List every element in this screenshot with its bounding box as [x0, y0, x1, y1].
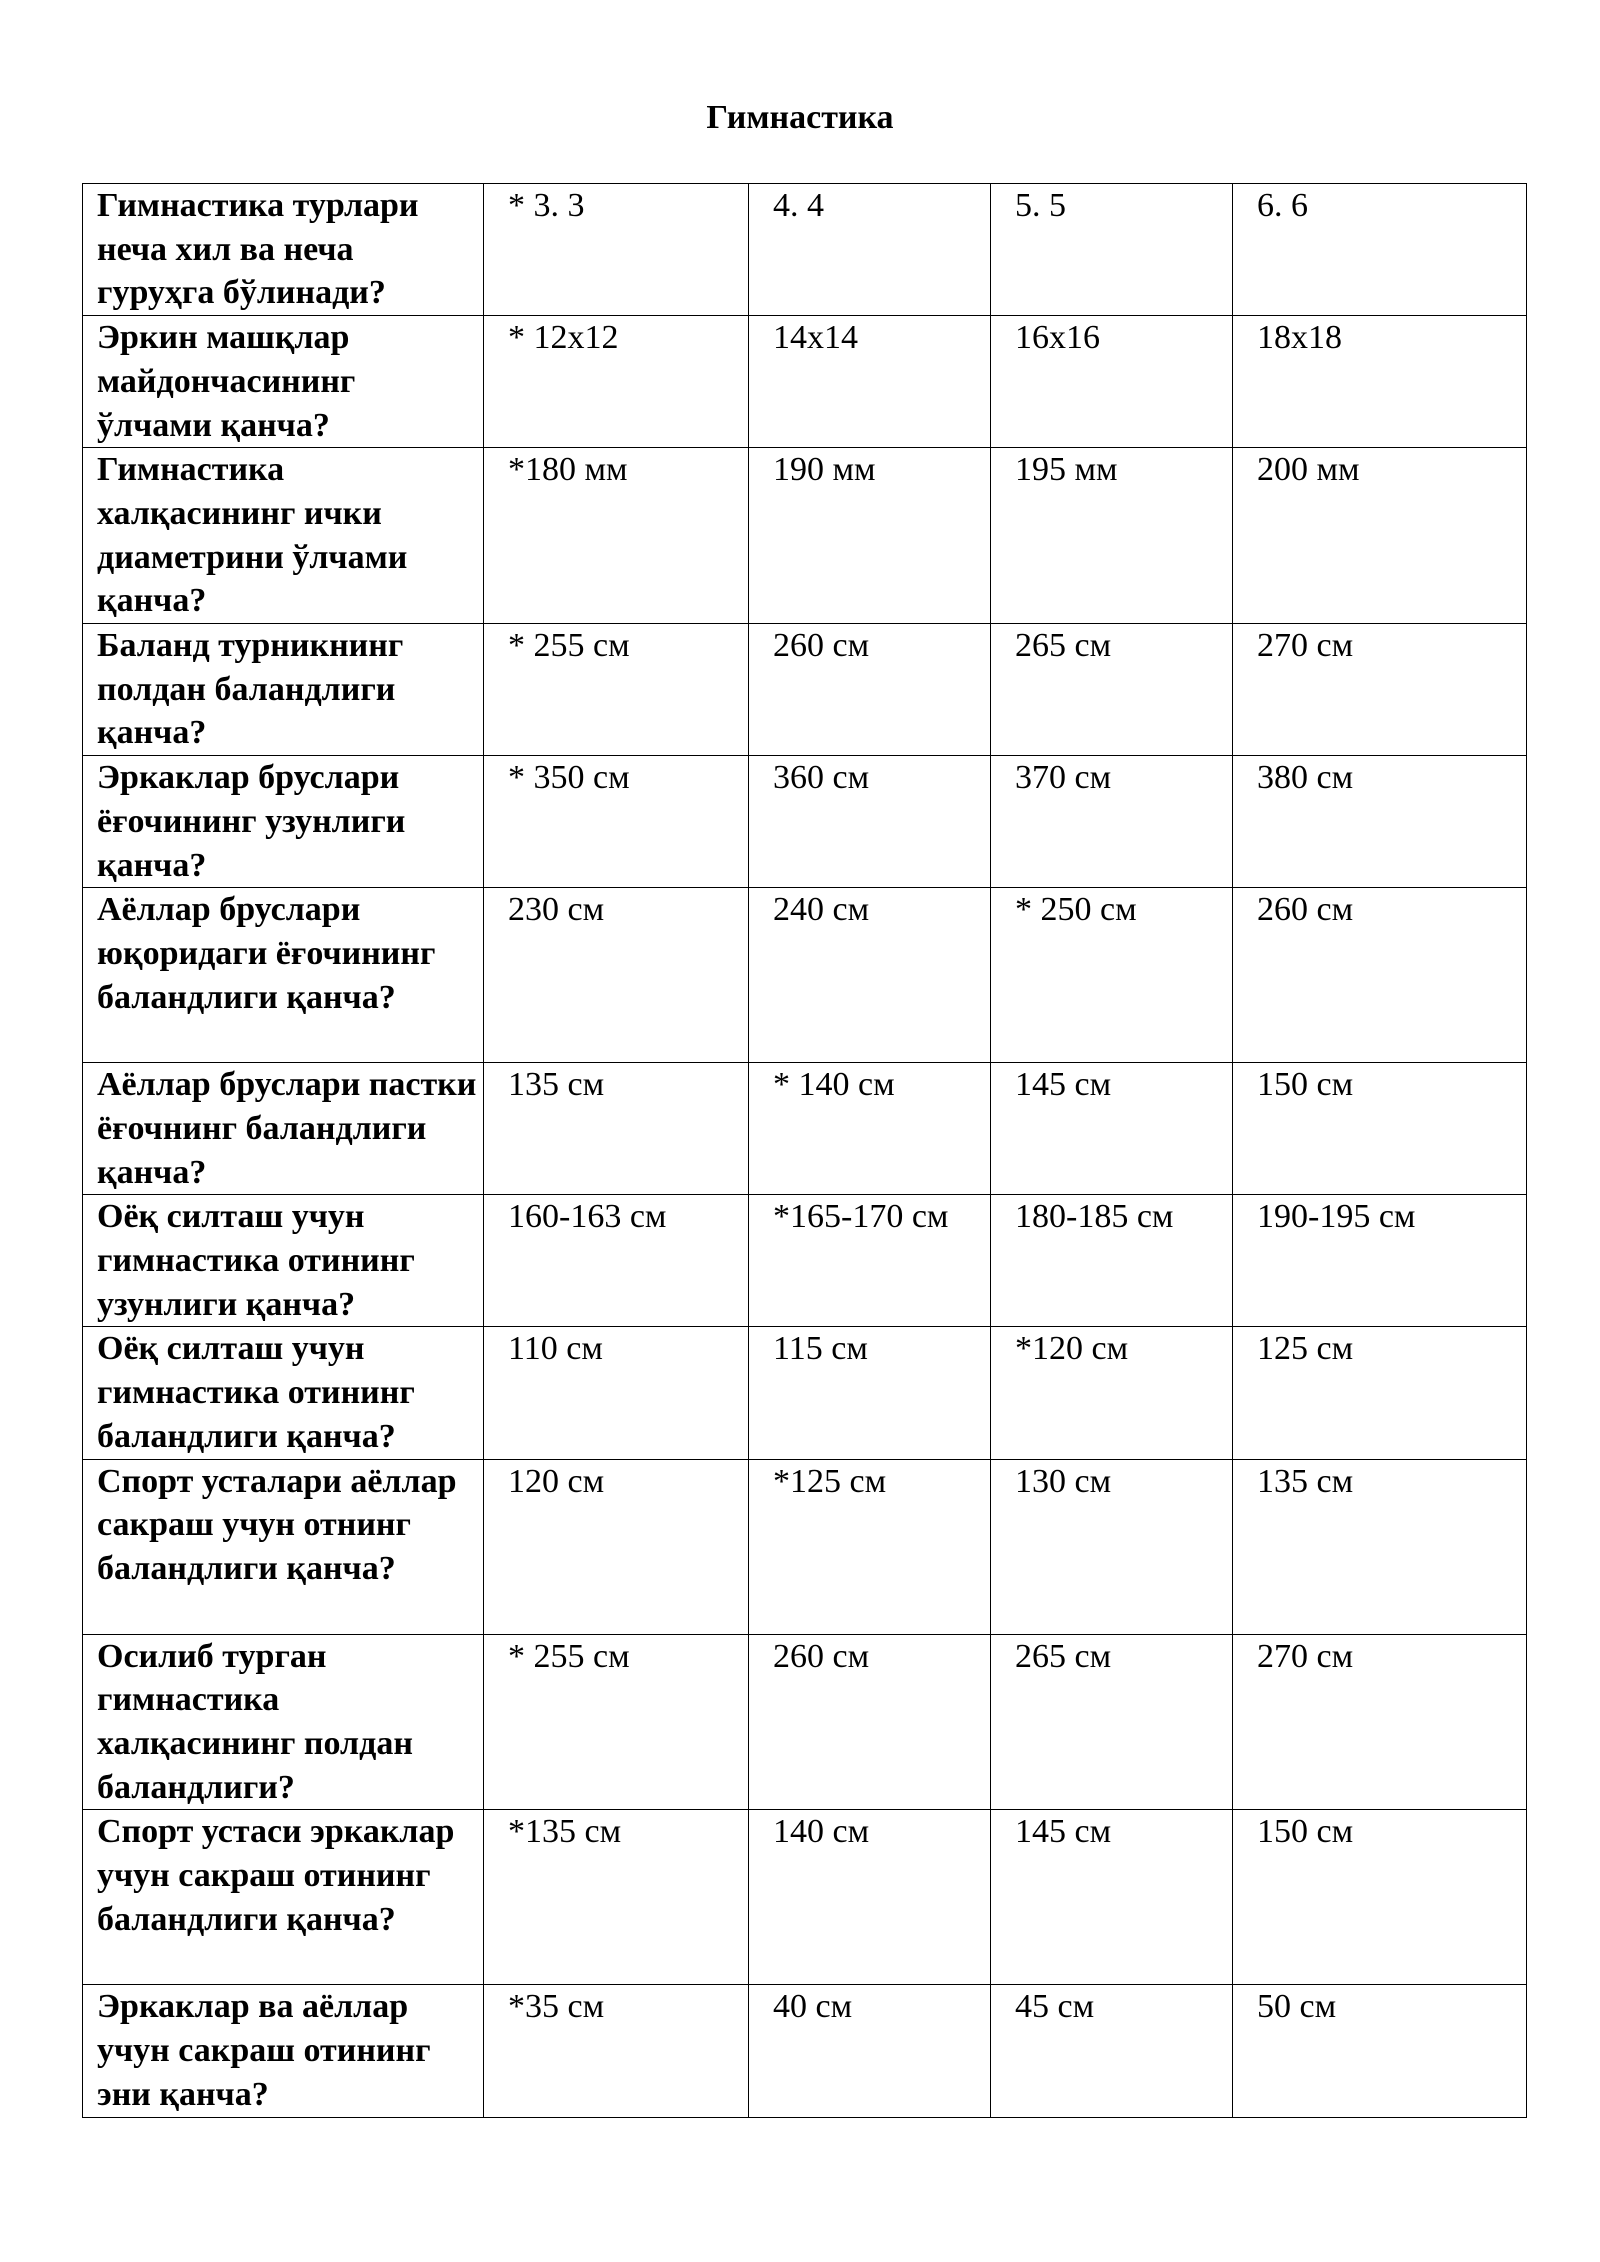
answer-cell-d: 18х18 — [1233, 316, 1527, 448]
table-row — [83, 624, 1527, 756]
answer-cell-d: 270 см — [1233, 1634, 1527, 1810]
answer-cell-b: 14х14 — [749, 316, 991, 448]
answer-cell-c: *120 см — [991, 1327, 1233, 1459]
answer-cell-d: 50 см — [1233, 1985, 1527, 2117]
answer-cell-d: 260 см — [1233, 888, 1527, 1063]
answer-cell-c: 370 см — [991, 756, 1233, 888]
answer-cell-c: 145 см — [991, 1063, 1233, 1195]
question-cell: Эркаклар бруслари ёғочининг узунлиги қанча? — [83, 756, 484, 888]
answer-cell-a: * 3. 3 — [484, 184, 749, 316]
question-cell: Аёллар бруслари юқоридаги ёғочининг баландлиги қанча? — [83, 888, 484, 1063]
answer-cell-b: *125 см — [749, 1459, 991, 1634]
answer-cell-a: 110 см — [484, 1327, 749, 1459]
answer-cell-b: 140 см — [749, 1810, 991, 1985]
question-cell: Гимнастика халқасининг ички диаметрини ўлчами қанча? — [83, 448, 484, 624]
table-row — [83, 1327, 1527, 1459]
answer-cell-b: 4. 4 — [749, 184, 991, 316]
quiz-table — [82, 183, 1527, 2118]
answer-cell-c: 145 см — [991, 1810, 1233, 1985]
answer-cell-b: 40 см — [749, 1985, 991, 2117]
question-cell: Баланд турникнинг полдан баландлиги қанча? — [83, 624, 484, 756]
table-row — [83, 448, 1527, 624]
answer-cell-c: 16х16 — [991, 316, 1233, 448]
answer-cell-d: 150 см — [1233, 1063, 1527, 1195]
answer-cell-d: 6. 6 — [1233, 184, 1527, 316]
question-cell: Осилиб турган гимнастика халқасининг полдан баландлиги? — [83, 1634, 484, 1810]
answer-cell-b: 115 см — [749, 1327, 991, 1459]
answer-cell-a: *35 см — [484, 1985, 749, 2117]
answer-cell-a: * 350 см — [484, 756, 749, 888]
answer-cell-d: 200 мм — [1233, 448, 1527, 624]
answer-cell-d: 380 см — [1233, 756, 1527, 888]
answer-cell-c: 180-185 см — [991, 1195, 1233, 1327]
answer-cell-a: * 255 см — [484, 624, 749, 756]
table-row — [83, 1810, 1527, 1985]
table-row — [83, 1459, 1527, 1634]
question-cell: Оёқ силташ учун гимнастика отининг баландлиги қанча? — [83, 1327, 484, 1459]
answer-cell-b: 260 см — [749, 1634, 991, 1810]
answer-cell-d: 190-195 см — [1233, 1195, 1527, 1327]
answer-cell-d: 135 см — [1233, 1459, 1527, 1634]
table-row — [83, 1634, 1527, 1810]
answer-cell-d: 150 см — [1233, 1810, 1527, 1985]
answer-cell-a: *135 см — [484, 1810, 749, 1985]
answer-cell-c: 265 см — [991, 1634, 1233, 1810]
answer-cell-c: 195 мм — [991, 448, 1233, 624]
answer-cell-c: 265 см — [991, 624, 1233, 756]
table-row — [83, 184, 1527, 316]
answer-cell-c: 45 см — [991, 1985, 1233, 2117]
answer-cell-a: 160-163 см — [484, 1195, 749, 1327]
answer-cell-a: * 12х12 — [484, 316, 749, 448]
answer-cell-c: 5. 5 — [991, 184, 1233, 316]
answer-cell-c: * 250 см — [991, 888, 1233, 1063]
question-cell: Спорт усталари аёллар сакраш учун отнинг баландлиги қанча? — [83, 1459, 484, 1634]
answer-cell-a: 120 см — [484, 1459, 749, 1634]
answer-cell-d: 270 см — [1233, 624, 1527, 756]
answer-cell-a: 135 см — [484, 1063, 749, 1195]
table-row — [83, 1985, 1527, 2117]
question-cell: Аёллар бруслари пастки ёғочнинг баландлиги қанча? — [83, 1063, 484, 1195]
question-cell: Спорт устаси эркаклар учун сакраш отининг баландлиги қанча? — [83, 1810, 484, 1985]
answer-cell-b: 240 см — [749, 888, 991, 1063]
table-row — [83, 888, 1527, 1063]
question-cell: Оёқ силташ учун гимнастика отининг узунлиги қанча? — [83, 1195, 484, 1327]
page-title: Гимнастика — [706, 99, 894, 136]
question-cell: Эркаклар ва аёллар учун сакраш отининг эни қанча? — [83, 1985, 484, 2117]
table-row — [83, 1195, 1527, 1327]
answer-cell-b: 190 мм — [749, 448, 991, 624]
answer-cell-a: * 255 см — [484, 1634, 749, 1810]
answer-cell-a: *180 мм — [484, 448, 749, 624]
answer-cell-a: 230 см — [484, 888, 749, 1063]
answer-cell-b: 260 см — [749, 624, 991, 756]
table-row — [83, 1063, 1527, 1195]
table-row — [83, 756, 1527, 888]
question-cell: Гимнастика турлари неча хил ва неча гуруҳга бўлинади? — [83, 184, 484, 316]
answer-cell-b: * 140 см — [749, 1063, 991, 1195]
answer-cell-b: 360 см — [749, 756, 991, 888]
answer-cell-c: 130 см — [991, 1459, 1233, 1634]
answer-cell-b: *165-170 см — [749, 1195, 991, 1327]
question-cell: Эркин машқлар майдончасининг ўлчами қанча? — [83, 316, 484, 448]
answer-cell-d: 125 см — [1233, 1327, 1527, 1459]
table-row — [83, 316, 1527, 448]
